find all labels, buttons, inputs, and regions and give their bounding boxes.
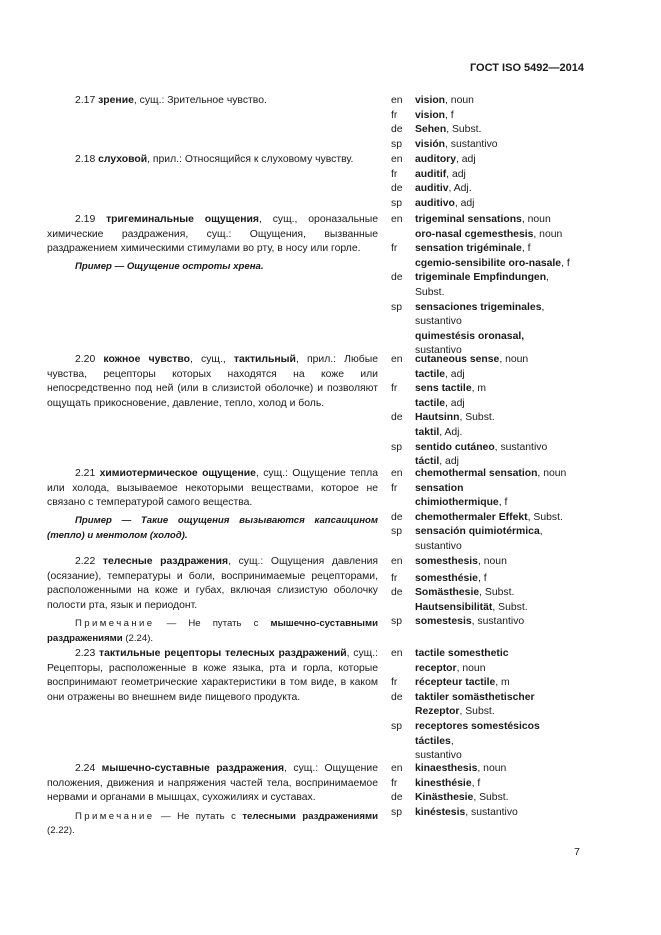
note-2-22: Примечание — Не путать с мышечно-суставными раздражениями (2.24). [47, 618, 378, 644]
term-2-20: 2.20 кожное чувство, сущ., тактильный, прил.: Любые чувства, рецепторы которых находятся на коже или непосредственно под ней (или в слизистой оболочке) и позволяют ощущать прикосновение, давление, тепло, холод и боль. [47, 354, 378, 409]
term-2-22: 2.22 телесные раздражения, сущ.: Ощущения давления (осязание), температуры и боли, воспринимаемые рецепторами, расположенными на коже и губах, включая слизистую оболочку полости рта, язык и периодонт. Примечание — Не путать с мышечно-суставными раздражениями (2.24). [47, 555, 378, 647]
term-2-23: 2.23 тактильные рецепторы телесных раздражений, сущ.: Рецепторы, расположенные в коже языка, рта и горла, которые воспринимают геометрические характеристики в том виде, в каком они отражены во внешнем виде пищевого продукта. [47, 648, 378, 703]
document-header: ГОСТ ISO 5492—2014 [469, 62, 584, 74]
term-2-18: 2.18 слуховой, прил.: Относящийся к слуховому чувству. [75, 154, 354, 165]
translations-2-19: en trigeminal sensations, noun oro-nasal cgemesthesis, noun fr sensation trigéminale, f cgemio-sensibilite oro-nasale, f de trigeminale Empfindungen, Subst. sp sensaciones trigeminales, sustantivo quimestésis oronasal, sustantivo [391, 214, 570, 357]
note-2-24: Примечание — Не путать с телесными раздражениями (2.22). [47, 810, 379, 837]
translations-2-23: en tactile somesthetic receptor, noun fr récepteur tactile, m de taktiler somästhetischer Rezeptor, Subst. sp receptores somestésicos táctiles, sustantivo [391, 648, 540, 762]
page-number: 7 [574, 846, 580, 858]
term-2-19: 2.19 тригеминальные ощущения, сущ., ороназальные химические раздражения, сущ.: Ощущения, вызванные раздражением химическими стимулами во рту, в носу или горле. Пример — Ощущение остроты хрена. [47, 213, 378, 275]
translations-2-22: en somesthesis, noun fr somesthésie, f de Somästhesie, Subst. Hautsensibilität, Subst. sp somestesis, sustantivo [391, 556, 528, 628]
translations-2-17: en vision, noun fr vision, f de Sehen, Subst. sp visión, sustantivo [391, 95, 498, 150]
translations-2-24: en kinaesthesis, noun fr kinesthésie, f de Kinästhesie, Subst. sp kinéstesis, sustantivo [391, 763, 518, 818]
translations-2-18: en auditory, adj fr auditif, adj de auditiv, Adj. sp auditivo, adj [391, 154, 476, 209]
term-2-24: 2.24 мышечно-суставные раздражения, сущ.: Ощущение положения, движения и напряжения частей тела, воспринимаемое нервами и органами в мышцах, сухожилиях и суставах. Примечание — Не путать с телесными раздражениями (2.22). [47, 762, 378, 839]
example-2-21: Пример — Такие ощущения вызываются капсаицином (тепло) и ментолом (холод). [47, 514, 378, 541]
example-2-19: Пример — Ощущение остроты хрена. [75, 260, 264, 272]
term-2-17: 2.17 зрение, сущ.: Зрительное чувство. [75, 95, 267, 106]
term-2-21: 2.21 химиотермическое ощущение, сущ.: Ощущение тепла или холода, вызываемое некоторыми веществами, которое не связано с температурой самого вещества. Пример — Такие ощущения вызываются капсаицином (тепло) и ментолом (холод). [47, 467, 378, 543]
translations-2-20: en cutaneous sense, noun tactile, adj fr sens tactile, m tactile, adj de Hautsinn, Subst. taktil, Adj. sp sentido cutáneo, sustantivo táctil, adj [391, 354, 548, 468]
translations-2-21: en chemothermal sensation, noun fr sensation chimiothermique, f de chemothermaler Effekt, Subst. sp sensación quimiotérmica, sustantivo [391, 468, 567, 552]
